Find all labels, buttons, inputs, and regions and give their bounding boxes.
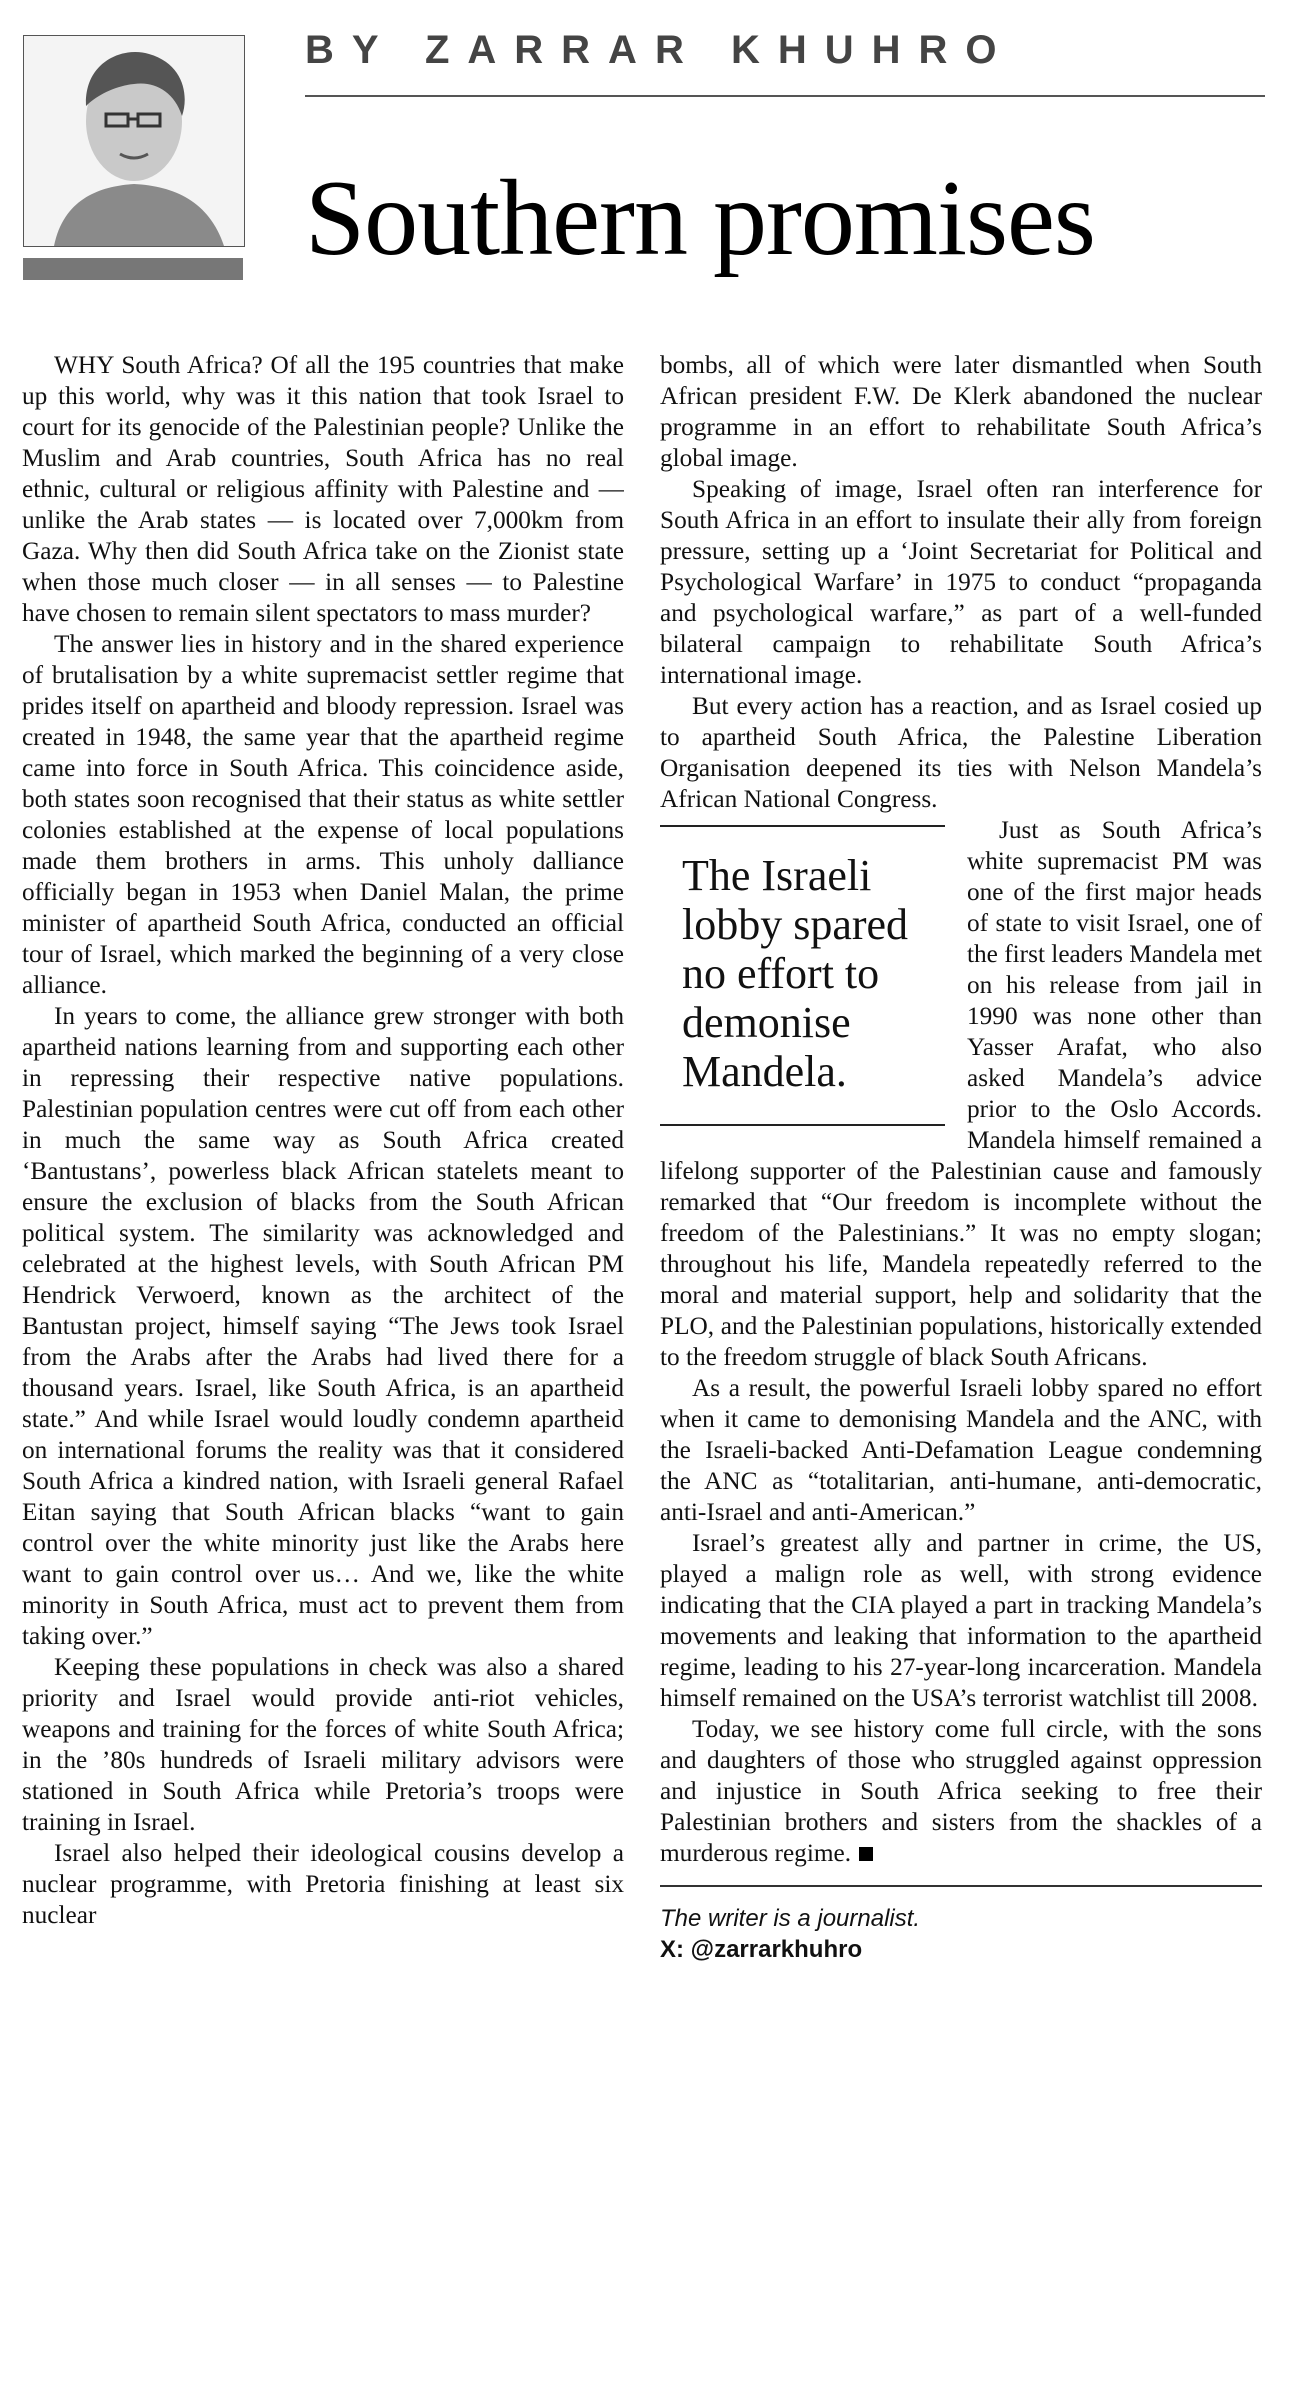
paragraph: The answer lies in history and in the shared experience of brutalisation by a white supremacist settler regime that prides itself on apartheid and bloody repression. Israel was created in 1948, the same year that the apartheid regime came into force in South Africa. This coincidence aside, both states soon recognised that their status as white settler colonies established at the expense of local populations made them brothers in arms. This unholy dalliance officially began in 1953 when Daniel Malan, the prime minister of apartheid South Africa, conducted an official tour of Israel, which marked the beginning of a very close alliance. — [22, 630, 624, 999]
end-mark-icon — [859, 1847, 873, 1861]
article-column-2 — [660, 350, 1262, 1965]
pull-quote-text: The Israeli lobby spared no effort to demonise Mandela. — [682, 851, 909, 1096]
paragraph-text: Today, we see history come full circle, with the sons and daughters of those who struggled against oppression and injustice in South Africa seeking to free their Palestinian brothers and sisters from the shackles of a murderous regime. — [660, 1715, 1262, 1867]
author-social-handle: X: @zarrarkhuhro — [660, 1936, 863, 1963]
headline: Southern promises — [305, 159, 1095, 278]
footer-rule — [660, 1885, 1262, 1887]
paragraph-text: Just as South Africa’s white supremacist PM was one of the first major heads of state to visit Israel, one of the first leaders Mandela met on his release from jail in 1990 was none other than Yasser Arafat, who also asked Mandela’s advice prior to the Oslo Accords. Mandela himself remained a lifelong supporter of the Palestinian cause and famously remarked that “Our freedom is incomplete without the freedom of the Palestinians.” It was no empty slogan; throughout his life, Mandela repeatedly referred to the moral and material support, help and solidarity that the PLO, and the Palestinian populations, historically extended to the freedom struggle of black South Africans. — [660, 816, 1263, 1371]
byline-rule — [305, 95, 1265, 97]
paragraph: Keeping these populations in check was also a shared priority and Israel would provide anti-riot vehicles, weapons and training for the forces of white South Africa; in the ’80s hundreds of Israeli military advisors were stationed in South Africa while Pretoria’s troops were training in Israel. — [22, 1653, 624, 1836]
author-portrait-image — [24, 36, 244, 246]
author-role: The writer is a journalist. — [660, 1905, 921, 1932]
pull-quote — [660, 825, 945, 1126]
paragraph: But every action has a reaction, and as Israel cosied up to apartheid South Africa, the Palestine Liberation Organisation deepened its ties with Nelson Mandela’s African National Congress. — [660, 692, 1262, 813]
paragraph: As a result, the powerful Israeli lobby spared no effort when it came to demonising Mandela and the ANC, with the Israeli-backed Anti-Defamation League condemning the ANC as “totalitarian, anti-humane, anti-democratic, anti-Israel and anti-American.” — [660, 1374, 1262, 1526]
article-column-1 — [22, 350, 624, 2365]
paragraph: Israel’s greatest ally and partner in crime, the US, played a malign role as well, with strong evidence indicating that the CIA played a part in tracking Mandela’s movements and leaking that information to the apartheid regime, leading to his 27-year-long incarceration. Mandela himself remained on the USA’s terrorist watchlist till 2008. — [660, 1529, 1262, 1712]
paragraph: Israel also helped their ideological cousins develop a nuclear programme, with Pretoria finishing at least six nuclear — [22, 1839, 624, 1929]
paragraph: In years to come, the alliance grew stronger with both apartheid nations learning from and supporting each other in repressing their respective native populations. Palestinian population centres were cut off from each other in much the same way as South Africa created ‘Bantustans’, powerless black African statelets meant to ensure the exclusion of blacks from the South African political system. The similarity was acknowledged and celebrated at the highest levels, with South African PM Hendrick Verwoerd, known as the architect of the Bantustan project, himself saying “The Jews took Israel from the Arabs after the Arabs had lived there for a thousand years. Israel, like South Africa, is an apartheid state.” And while Israel would loudly condemn apartheid on international forums the reality was that it considered South Africa a kindred nation, with Israeli general Rafael Eitan saying that South African blacks “want to gain control over the white minority just like the Arabs here want to gain control over us… And we, like the white minority in South Africa, must act to prevent them from taking over.” — [22, 1002, 624, 1650]
author-photo — [23, 35, 245, 247]
paragraph: Speaking of image, Israel often ran interference for South Africa in an effort to insulate their ally from foreign pressure, setting up a ‘Joint Secretariat for Political and Psychological Warfare’ in 1975 to conduct “propaganda and psychological warfare,” as part of a well-funded bilateral campaign to rehabilitate South Africa’s international image. — [660, 475, 1262, 689]
paragraph-with-pull-quote — [660, 815, 1262, 1373]
byline: BY ZARRAR KHUHRO — [305, 28, 1015, 72]
paragraph-final — [660, 1714, 1262, 1869]
paragraph: bombs, all of which were later dismantled when South African president F.W. De Klerk abandoned the nuclear programme in an effort to rehabilitate South Africa’s global image. — [660, 351, 1262, 472]
article-header — [0, 0, 1293, 330]
author-note — [660, 1903, 1262, 1965]
photo-caption-bar — [23, 258, 243, 280]
paragraph: WHY South Africa? Of all the 195 countries that make up this world, why was it this nation that took Israel to court for its genocide of the Palestinian people? Unlike the Muslim and Arab countries, South Africa has no real ethnic, cultural or religious affinity with Palestine and — unlike the Arab states — is located over 7,000km from Gaza. Why then did South Africa take on the Zionist state when those much closer — in all senses — to Palestine have chosen to remain silent spectators to mass murder? — [22, 351, 624, 627]
